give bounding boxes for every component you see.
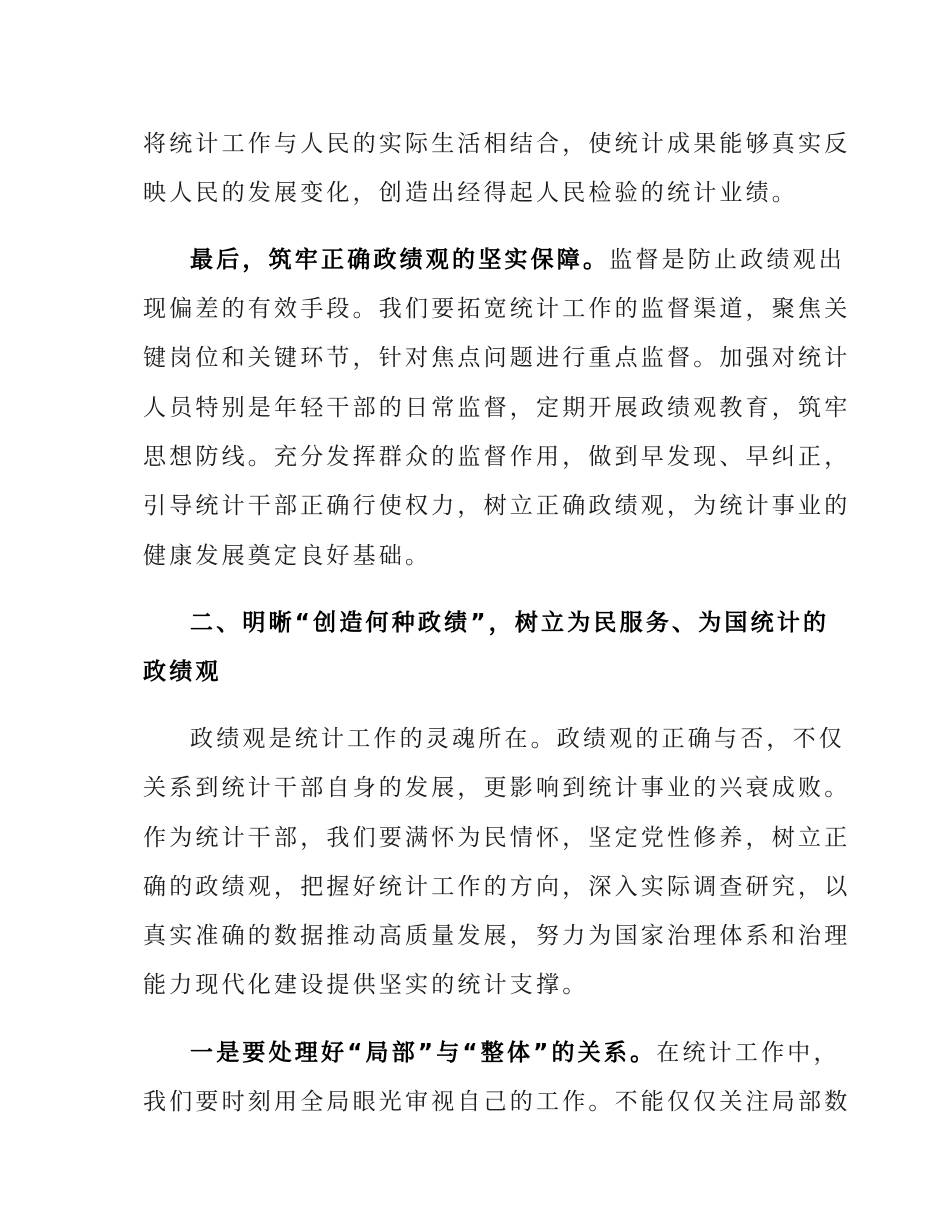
- paragraph-2-heading: 最后，筑牢正确政绩观的坚实保障。: [190, 247, 610, 273]
- paragraph-2-line-1-text: 监督是防止政绩观出: [609, 247, 846, 273]
- paragraph-2-line-7: 健康发展奠定良好基础。: [143, 543, 432, 569]
- paragraph-2-line-2: 现偏差的有效手段。我们要拓宽统计工作的监督渠道，聚焦关: [143, 296, 851, 322]
- paragraph-4-line-2: 我们要时刻用全局眼光审视自己的工作。不能仅仅关注局部数: [143, 1089, 851, 1115]
- paragraph-2-line-5: 思想防线。充分发挥群众的监督作用，做到早发现、早纠正，: [143, 444, 851, 470]
- paragraph-2-line-6: 引导统计干部正确行使权力，树立正确政绩观，为统计事业的: [143, 493, 851, 519]
- section-heading-line-1: 二、明晰“创造何种政绩”，树立为民服务、为国统计的: [190, 610, 830, 636]
- paragraph-3-line-4: 确的政绩观，把握好统计工作的方向，深入实际调查研究，以: [143, 874, 851, 900]
- paragraph-1-line-2: 映人民的发展变化，创造出经得起人民检验的统计业绩。: [143, 180, 798, 206]
- paragraph-2-line-4: 人员特别是年轻干部的日常监督，定期开展政绩观教育，筑牢: [143, 395, 851, 421]
- paragraph-4-heading: 一是要处理好“局部”与“整体”的关系。: [190, 1040, 657, 1066]
- paragraph-1-line-1: 将统计工作与人民的实际生活相结合，使统计成果能够真实反: [143, 131, 851, 157]
- paragraph-3-line-6: 能力现代化建设提供坚实的统计支撑。: [143, 972, 589, 998]
- paragraph-3-line-2: 关系到统计干部自身的发展，更影响到统计事业的兴衰成败。: [143, 775, 851, 801]
- section-heading-line-2: 政绩观: [143, 659, 222, 685]
- paragraph-2-line-1: [190, 240, 846, 280]
- paragraph-4-line-1: [190, 1033, 840, 1073]
- paragraph-3-line-5: 真实准确的数据推动高质量发展，努力为国家治理体系和治理: [143, 923, 851, 949]
- paragraph-3-line-3: 作为统计干部，我们要满怀为民情怀，坚定党性修养，树立正: [143, 825, 851, 851]
- paragraph-3-line-1: 政绩观是统计工作的灵魂所在。政绩观的正确与否，不仅: [190, 726, 845, 752]
- paragraph-2-line-3: 键岗位和关键环节，针对焦点问题进行重点监督。加强对统计: [143, 345, 851, 371]
- paragraph-4-line-1-text: 在统计工作中，: [656, 1040, 840, 1066]
